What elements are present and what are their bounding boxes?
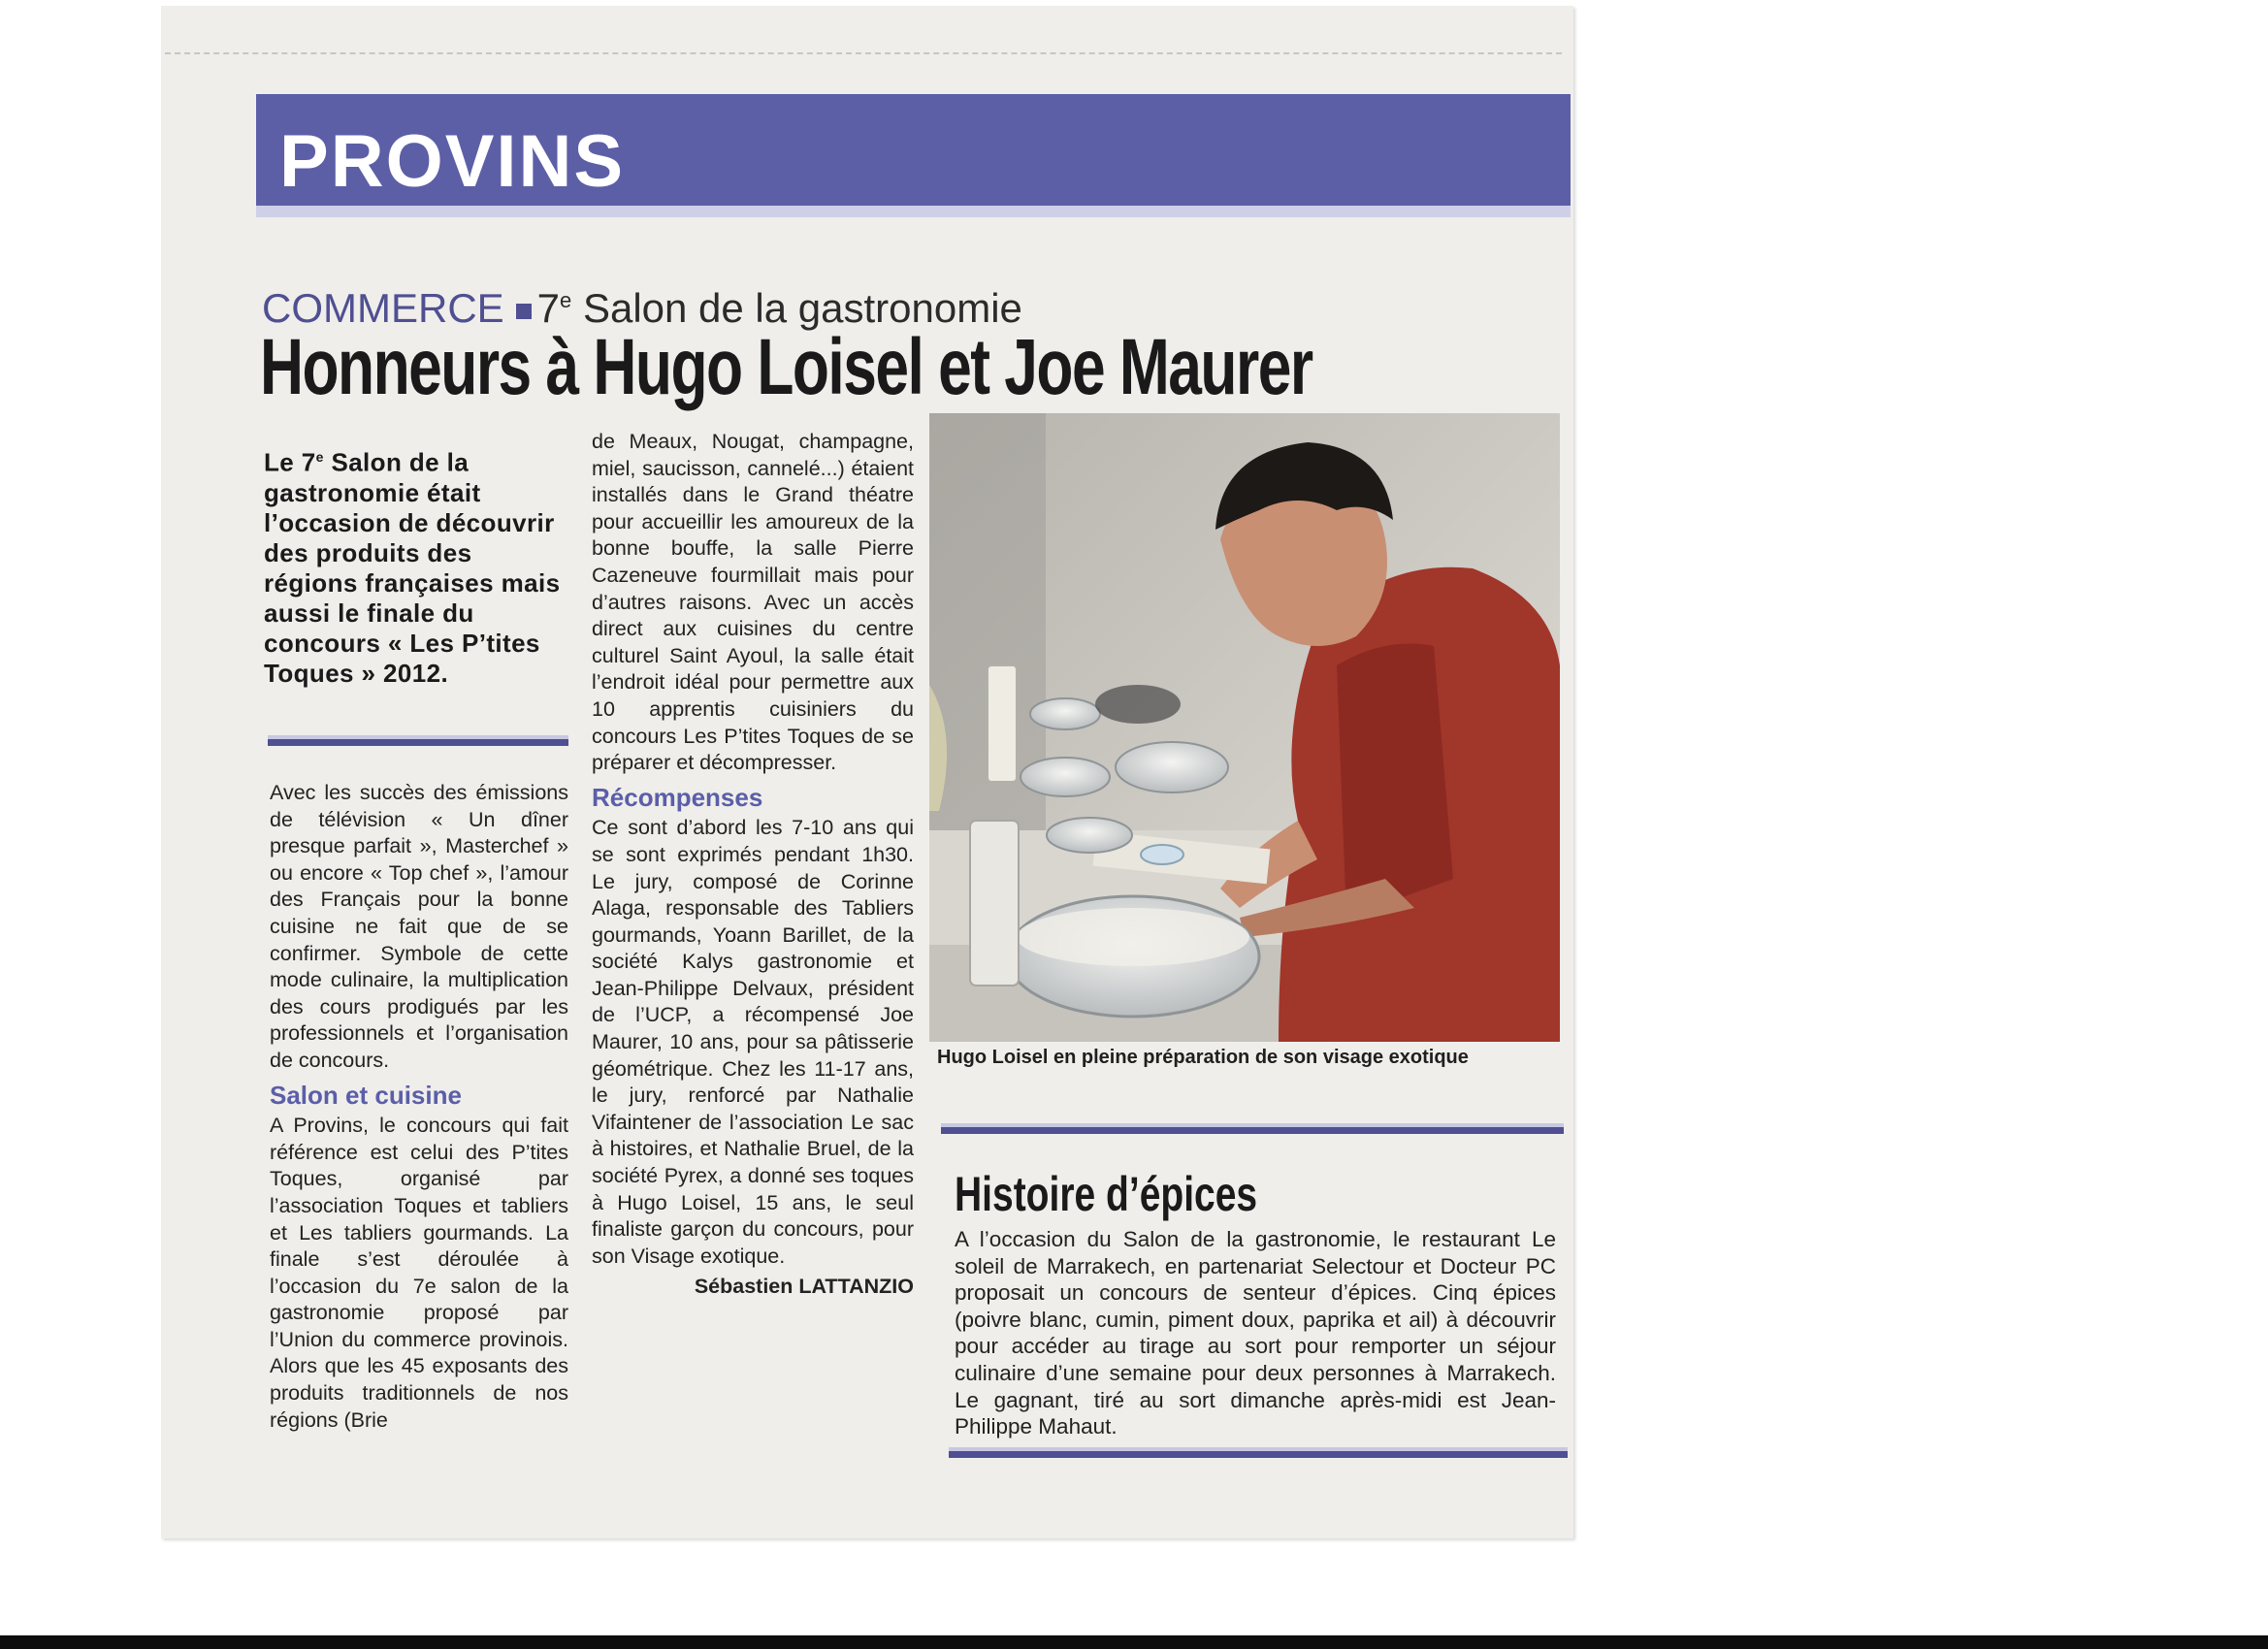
- article-lead: [264, 442, 567, 689]
- byline: Sébastien LATTANZIO: [694, 1275, 914, 1299]
- kicker-topic: Salon de la gastronomie: [582, 285, 1022, 331]
- column-1-paragraph: Avec les succès des émissions de télévision « Un dîner presque parfait », Masterchef » ou encore « Top chef », l’amour des Français pour la bonne cuisine ne fait que de se confirmer. Symbole de cette mode culinaire, la multiplication des cours prodigués par les professionnels et l’organisation de concours.: [270, 781, 568, 1072]
- subheading-recompenses: Récompenses: [592, 782, 763, 812]
- rubric-label: COMMERCE: [262, 285, 504, 331]
- article-column-2: [592, 429, 914, 1301]
- box-bottom-divider: [949, 1447, 1568, 1458]
- square-bullet-icon: [516, 304, 532, 319]
- column-2-paragraph: de Meaux, Nougat, champagne, miel, saucisson, cannelé...) étaient installés dans le Grand théatre pour accueillir les amoureux de la bonne bouffe, la salle Pierre Cazeneuve fourmillait mais pour d’autres raisons. Avec un accès direct aux cuisines du centre culturel Saint Ayoul, la salle était l’endroit idéal pour permettre aux 10 apprentis cuisiniers du concours Les P’tites Toques de se préparer et décompresser.: [592, 430, 914, 775]
- section-title: PROVINS: [279, 120, 626, 203]
- sidebar-box-text: A l’occasion du Salon de la gastronomie, le restaurant Le soleil de Marrakech, en partenariat Selectour et Docteur PC proposait un concours de senteur d’épices. Cinq épices (poivre blanc, cumin, piment doux, paprika et ail) à découvrir pour accéder au tirage au sort pour remporter un séjour culinaire d’une semaine pour deux personnes à Marrakech. Le gagnant, tiré au sort dimanche après-midi est Jean-Philippe Mahaut.: [955, 1227, 1556, 1439]
- lead-rest: Salon de la gastronomie était l’occasion de découvrir des produits des régions françaises mais aussi le finale du concours « Les P’tites Toques » 2012.: [264, 447, 561, 688]
- kicker-number: 7: [536, 285, 561, 331]
- section-banner: [256, 94, 1571, 217]
- photo-caption: Hugo Loisel en pleine préparation de son visage exotique: [937, 1047, 1469, 1068]
- scanner-edge: [0, 1635, 2268, 1649]
- lead-ordinal: e: [315, 449, 324, 465]
- photo-illustration: [929, 413, 1560, 1042]
- article-photo: [929, 413, 1560, 1042]
- lead-divider: [268, 735, 568, 746]
- lead-start: Le 7: [264, 447, 316, 477]
- box-top-divider: [941, 1123, 1564, 1134]
- column-2-paragraph-2: Ce sont d’abord les 7-10 ans qui se sont exprimés pendant 1h30. Le jury, composé de Corinne Alaga, responsable des Tabliers gourmands, Yoann Barillet, de la société Kalys gastronomie et Jean-Philippe Delvaux, président de l’UCP, a récompensé Joe Maurer, 10 ans, pour sa pâtisserie géométrique. Chez les 11-17 ans, le jury, renforcé par Nathalie Vifaintener de l’association Le sac à histoires, et Nathalie Bruel, de la société Pyrex, a donné ses toques à Hugo Loisel, 15 ans, le seul finaliste garçon du concours, pour son Visage exotique.: [592, 816, 914, 1268]
- column-1-paragraph-2: A Provins, le concours qui fait référence est celui des P’tites Toques, organisé par l’association Toques et tabliers et Les tabliers gourmands. La finale s’est déroulée à l’occasion du 7e salon de la gastronomie proposé par l’Union du commerce provinois. Alors que les 45 exposants des produits traditionnels de nos régions (Brie: [270, 1114, 568, 1432]
- article-headline: Honneurs à Hugo Loisel et Joe Maurer: [260, 323, 1312, 411]
- subheading-salon: Salon et cuisine: [270, 1080, 462, 1110]
- newspaper-clipping: [161, 6, 1573, 1538]
- sidebar-box-title: Histoire d’épices: [955, 1167, 1258, 1221]
- kicker-ordinal: e: [560, 288, 572, 312]
- article-column-1: [270, 780, 568, 1434]
